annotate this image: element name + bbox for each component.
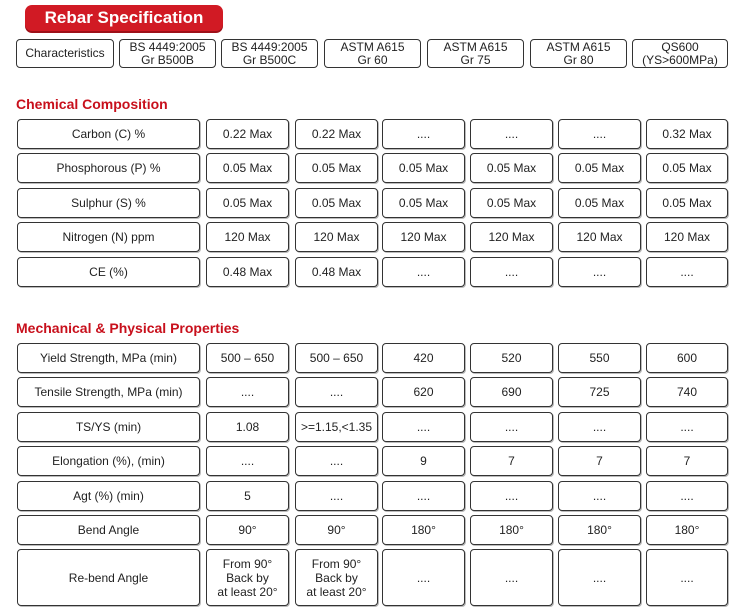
value-cell: 90° xyxy=(206,515,289,545)
value-cell: 0.05 Max xyxy=(206,153,289,183)
value-cell-line: Back by xyxy=(226,570,269,585)
value-cell: .... xyxy=(558,119,641,149)
value-cell: 9 xyxy=(382,446,465,476)
value-cell: 0.05 Max xyxy=(470,153,553,183)
value-cell: .... xyxy=(382,119,465,149)
value-cell: .... xyxy=(206,446,289,476)
value-cell: .... xyxy=(646,549,728,606)
value-cell: 725 xyxy=(558,377,641,407)
value-cell: >=1.15,<1.35 xyxy=(295,412,378,442)
header-grade xyxy=(530,39,627,68)
value-cell: .... xyxy=(295,481,378,511)
value-cell: .... xyxy=(558,481,641,511)
value-cell: .... xyxy=(646,257,728,287)
value-cell-line: From 90° xyxy=(311,556,362,571)
value-cell xyxy=(206,549,289,606)
value-cell: 0.22 Max xyxy=(295,119,378,149)
mechanical-section-title: Mechanical & Physical Properties xyxy=(16,320,240,336)
value-cell: 180° xyxy=(646,515,728,545)
value-cell: 420 xyxy=(382,343,465,373)
header-grade-line: Gr B500C xyxy=(242,52,297,67)
value-cell: 0.05 Max xyxy=(558,153,641,183)
value-cell: 120 Max xyxy=(295,222,378,252)
row-label: TS/YS (min) xyxy=(17,412,200,442)
row-label: Elongation (%), (min) xyxy=(17,446,200,476)
value-cell: 690 xyxy=(470,377,553,407)
value-cell: 120 Max xyxy=(558,222,641,252)
value-cell: 0.05 Max xyxy=(646,188,728,218)
header-characteristics: Characteristics xyxy=(16,39,114,68)
value-cell: .... xyxy=(382,549,465,606)
value-cell: 120 Max xyxy=(470,222,553,252)
header-grade-line: BS 4449:2005 xyxy=(129,39,206,54)
row-label: Bend Angle xyxy=(17,515,200,545)
value-cell-line: at least 20° xyxy=(217,584,278,599)
value-cell: 120 Max xyxy=(206,222,289,252)
value-cell: .... xyxy=(295,446,378,476)
chemical-section-title: Chemical Composition xyxy=(16,96,168,112)
value-cell xyxy=(295,549,378,606)
header-grade xyxy=(221,39,318,68)
value-cell: .... xyxy=(382,481,465,511)
value-cell: .... xyxy=(295,377,378,407)
value-cell: 7 xyxy=(558,446,641,476)
header-grade-line: Gr 75 xyxy=(460,52,491,67)
value-cell: .... xyxy=(470,257,553,287)
value-cell-line: Back by xyxy=(315,570,358,585)
value-cell: .... xyxy=(206,377,289,407)
header-grade-line: Gr 60 xyxy=(357,52,388,67)
value-cell: 550 xyxy=(558,343,641,373)
value-cell: 0.05 Max xyxy=(382,153,465,183)
value-cell: 7 xyxy=(470,446,553,476)
header-grade xyxy=(632,39,728,68)
row-label: Carbon (C) % xyxy=(17,119,200,149)
value-cell: 0.05 Max xyxy=(558,188,641,218)
header-grade-line: Gr B500B xyxy=(141,52,194,67)
value-cell: 0.05 Max xyxy=(206,188,289,218)
value-cell: 120 Max xyxy=(382,222,465,252)
value-cell: 0.48 Max xyxy=(206,257,289,287)
value-cell: 520 xyxy=(470,343,553,373)
value-cell: 0.32 Max xyxy=(646,119,728,149)
value-cell: 5 xyxy=(206,481,289,511)
value-cell: 0.05 Max xyxy=(382,188,465,218)
value-cell: 620 xyxy=(382,377,465,407)
header-grade-line: BS 4449:2005 xyxy=(231,39,308,54)
value-cell: 600 xyxy=(646,343,728,373)
value-cell: 180° xyxy=(470,515,553,545)
value-cell: 0.05 Max xyxy=(295,153,378,183)
row-label: CE (%) xyxy=(17,257,200,287)
header-grade xyxy=(324,39,421,68)
value-cell: 500 – 650 xyxy=(206,343,289,373)
value-cell: 120 Max xyxy=(646,222,728,252)
value-cell: .... xyxy=(470,119,553,149)
row-label: Tensile Strength, MPa (min) xyxy=(17,377,200,407)
header-grade xyxy=(427,39,524,68)
value-cell: .... xyxy=(558,549,641,606)
value-cell: .... xyxy=(470,549,553,606)
value-cell: 740 xyxy=(646,377,728,407)
value-cell: .... xyxy=(558,412,641,442)
header-grade-line: ASTM A615 xyxy=(546,39,611,54)
header-grade-line: Gr 80 xyxy=(563,52,594,67)
header-grade-line: ASTM A615 xyxy=(340,39,405,54)
value-cell: .... xyxy=(470,481,553,511)
value-cell: 1.08 xyxy=(206,412,289,442)
value-cell: .... xyxy=(382,412,465,442)
value-cell: .... xyxy=(646,481,728,511)
header-grade-line: (YS>600MPa) xyxy=(642,52,718,67)
row-label: Phosphorous (P) % xyxy=(17,153,200,183)
value-cell: .... xyxy=(646,412,728,442)
value-cell: 0.48 Max xyxy=(295,257,378,287)
value-cell: 0.22 Max xyxy=(206,119,289,149)
header-grade-line: QS600 xyxy=(661,39,699,54)
row-label: Re-bend Angle xyxy=(17,549,200,606)
value-cell: 0.05 Max xyxy=(295,188,378,218)
value-cell: 90° xyxy=(295,515,378,545)
row-label: Yield Strength, MPa (min) xyxy=(17,343,200,373)
value-cell: 0.05 Max xyxy=(646,153,728,183)
value-cell: 180° xyxy=(558,515,641,545)
value-cell: .... xyxy=(558,257,641,287)
value-cell-line: From 90° xyxy=(222,556,273,571)
row-label: Sulphur (S) % xyxy=(17,188,200,218)
row-label: Agt (%) (min) xyxy=(17,481,200,511)
value-cell-line: at least 20° xyxy=(306,584,367,599)
header-grade-line: ASTM A615 xyxy=(443,39,508,54)
value-cell: 0.05 Max xyxy=(470,188,553,218)
value-cell: .... xyxy=(470,412,553,442)
row-label: Nitrogen (N) ppm xyxy=(17,222,200,252)
value-cell: 180° xyxy=(382,515,465,545)
header-grade xyxy=(119,39,216,68)
page-title: Rebar Specification xyxy=(25,5,223,31)
value-cell: 500 – 650 xyxy=(295,343,378,373)
value-cell: 7 xyxy=(646,446,728,476)
value-cell: .... xyxy=(382,257,465,287)
